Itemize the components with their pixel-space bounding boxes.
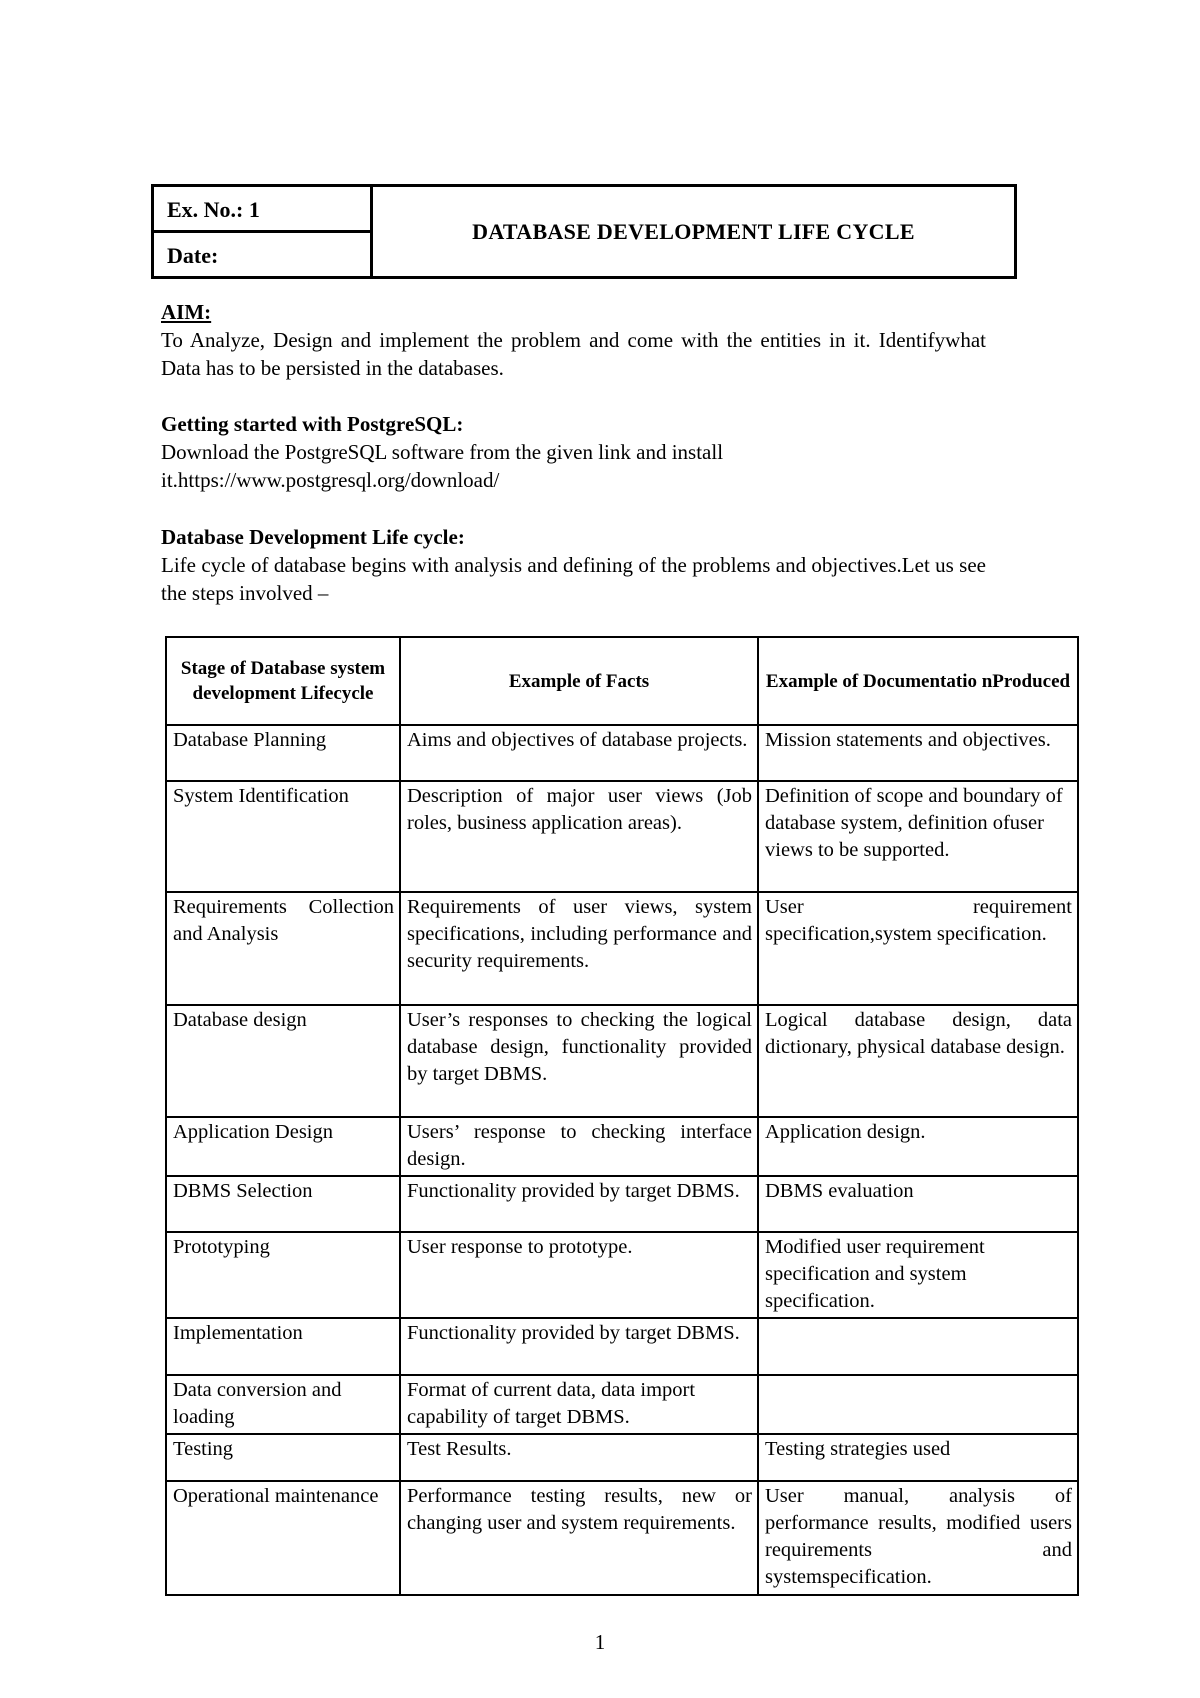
facts-cell: User response to prototype. — [400, 1232, 758, 1318]
exercise-title: DATABASE DEVELOPMENT LIFE CYCLE — [472, 219, 915, 244]
docs-cell: Definition of scope and boundary of database system, definition ofuser views to be supported. — [758, 781, 1078, 892]
table-row — [166, 1005, 1078, 1117]
table-row — [166, 1318, 1078, 1375]
facts-cell: Format of current data, data import capability of target DBMS. — [400, 1375, 758, 1434]
docs-cell: Modified user requirement specification and system specification. — [758, 1232, 1078, 1318]
docs-cell: DBMS evaluation — [758, 1176, 1078, 1232]
docs-cell: Testing strategies used — [758, 1434, 1078, 1481]
lifecycle-section — [161, 523, 986, 607]
table-row — [166, 1232, 1078, 1318]
getting-started-heading: Getting started with PostgreSQL: — [161, 412, 464, 436]
stage-cell: Prototyping — [166, 1232, 400, 1318]
stage-cell: System Identification — [166, 781, 400, 892]
facts-cell: User’s responses to checking the logical database design, functionality provided by target DBMS. — [400, 1005, 758, 1117]
stage-cell: Data conversion and loading — [166, 1375, 400, 1434]
table-row — [166, 725, 1078, 781]
facts-cell: Users’ response to checking interface design. — [400, 1117, 758, 1176]
docs-cell: User requirement specification,system specification. — [758, 892, 1078, 1005]
page-number: 1 — [594, 1630, 606, 1654]
facts-cell: Description of major user views (Job roles, business application areas). — [400, 781, 758, 892]
table-row — [166, 1117, 1078, 1176]
table-row — [166, 781, 1078, 892]
table-row — [166, 1176, 1078, 1232]
docs-cell — [758, 1318, 1078, 1375]
stage-cell: Application Design — [166, 1117, 400, 1176]
facts-cell: Functionality provided by target DBMS. — [400, 1176, 758, 1232]
table-row — [166, 1481, 1078, 1595]
facts-cell: Test Results. — [400, 1434, 758, 1481]
facts-cell: Aims and objectives of database projects. — [400, 725, 758, 781]
exercise-date: Date: — [167, 243, 219, 268]
table-row — [166, 892, 1078, 1005]
facts-cell: Functionality provided by target DBMS. — [400, 1318, 758, 1375]
header-facts: Example of Facts — [400, 637, 758, 725]
stage-cell: Testing — [166, 1434, 400, 1481]
docs-cell: User manual, analysis of performance results, modified users requirements and systemspecification. — [758, 1481, 1078, 1595]
docs-cell: Application design. — [758, 1117, 1078, 1176]
lifecycle-text: Life cycle of database begins with analysis and defining of the problems and objectives.Let us see the steps involved – — [161, 553, 986, 605]
facts-cell: Performance testing results, new or changing user and system requirements. — [400, 1481, 758, 1595]
table-row — [166, 1434, 1078, 1481]
stage-cell: Requirements Collection and Analysis — [166, 892, 400, 1005]
header-stage: Stage of Database system development Lifecycle — [166, 637, 400, 725]
docs-cell — [758, 1375, 1078, 1434]
stage-cell: Database design — [166, 1005, 400, 1117]
lifecycle-table — [165, 636, 1079, 1596]
table-row — [166, 1375, 1078, 1434]
header-docs: Example of Documentatio nProduced — [758, 637, 1078, 725]
docs-cell: Mission statements and objectives. — [758, 725, 1078, 781]
getting-started-text: Download the PostgreSQL software from the given link and install it.https://www.postgresql.org/download/ — [161, 440, 724, 492]
exercise-header-box — [151, 184, 1017, 279]
table-header-row — [166, 637, 1078, 725]
stage-cell: Implementation — [166, 1318, 400, 1375]
aim-heading: AIM: — [161, 300, 212, 324]
aim-text: To Analyze, Design and implement the problem and come with the entities in it. Identifywhat Data has to be persisted in the databases. — [161, 328, 986, 380]
docs-cell: Logical database design, data dictionary, physical database design. — [758, 1005, 1078, 1117]
lifecycle-heading: Database Development Life cycle: — [161, 525, 465, 549]
aim-section — [161, 298, 986, 382]
stage-cell: DBMS Selection — [166, 1176, 400, 1232]
exercise-meta — [154, 187, 373, 276]
getting-started-section — [161, 410, 986, 494]
stage-cell: Operational maintenance — [166, 1481, 400, 1595]
exercise-number: Ex. No.: 1 — [154, 187, 370, 233]
stage-cell: Database Planning — [166, 725, 400, 781]
facts-cell: Requirements of user views, system specifications, including performance and security requirements. — [400, 892, 758, 1005]
